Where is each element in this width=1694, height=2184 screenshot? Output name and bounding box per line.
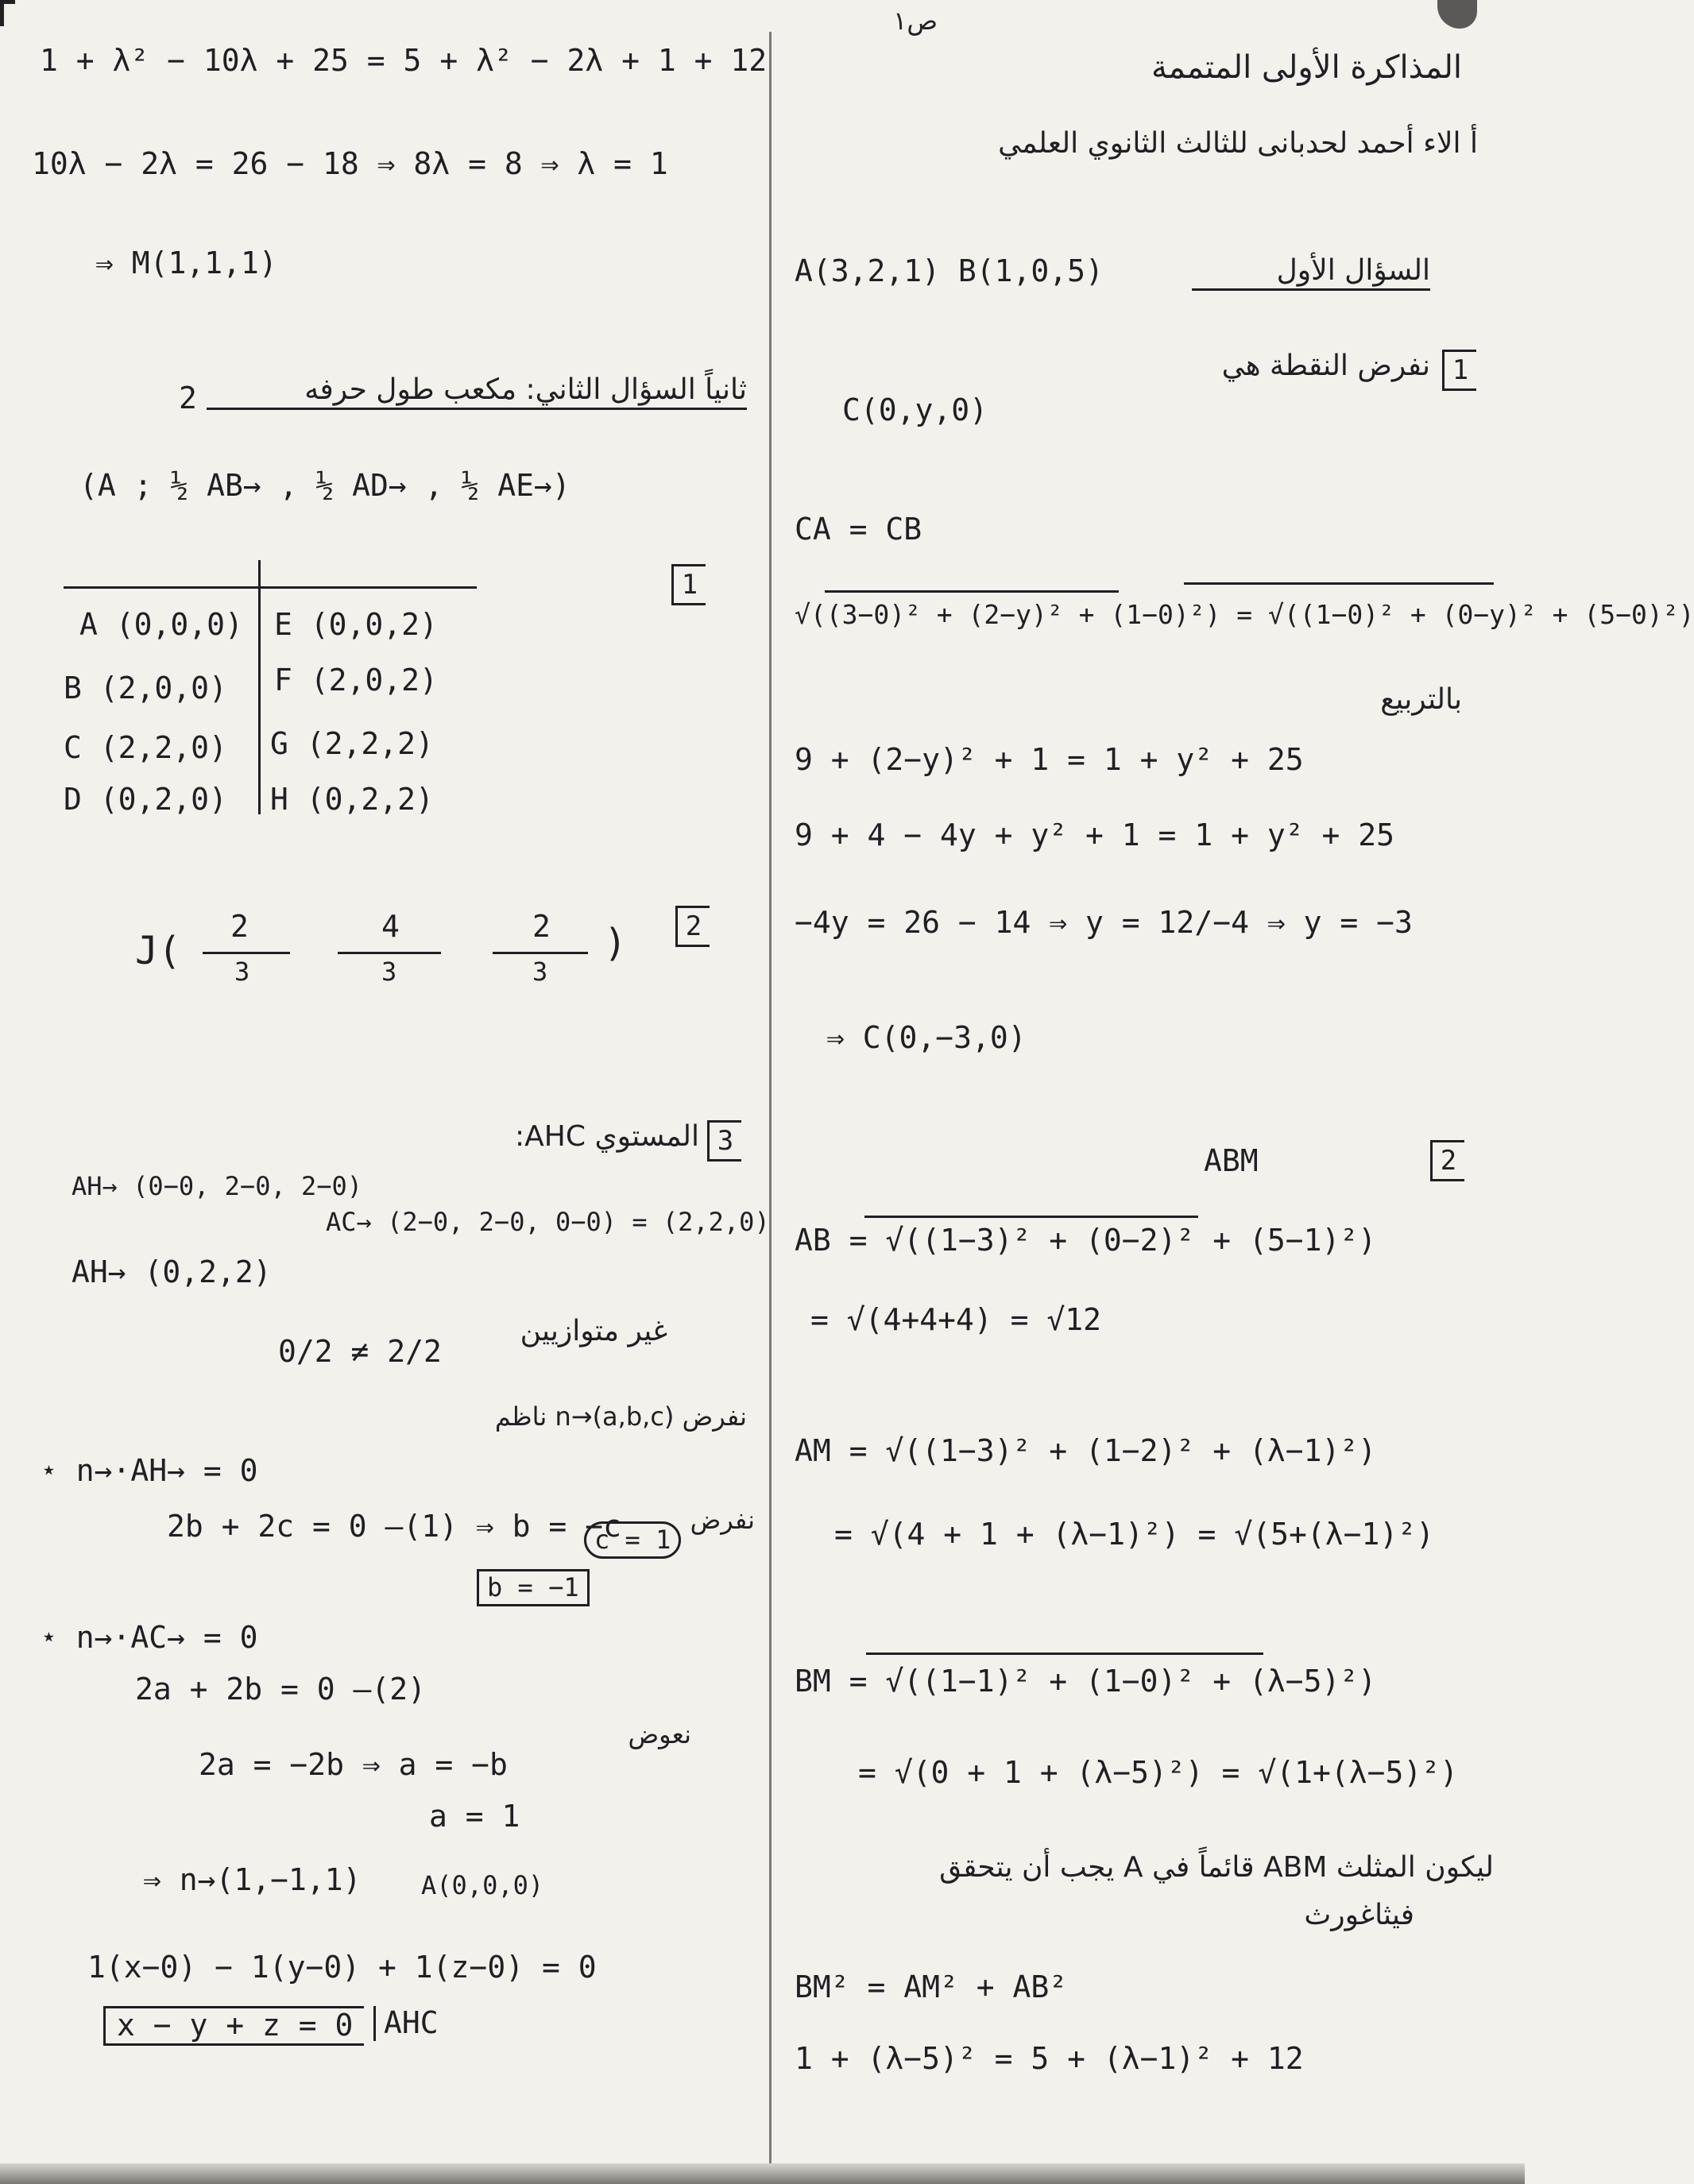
vertex-g: G (2,2,2)	[270, 726, 434, 761]
assume-normal-vector: نفرض n→(a,b,c) ناظم	[494, 1401, 747, 1432]
plane-name: AHC	[373, 2006, 439, 2041]
q2-edge-length: 2	[179, 381, 197, 416]
substitute-label: نعوض	[628, 1719, 691, 1749]
document-subtitle: أ الاء أحمد لحدبانى للثالث الثانوي العلمي	[998, 127, 1478, 160]
sqrt-bar-ab	[864, 1216, 1198, 1218]
point-m-result: ⇒ M(1,1,1)	[95, 245, 277, 280]
vector-ac-components: AC→ (2−0, 2−0, 0−0) = (2,2,0)	[326, 1207, 770, 1237]
c-equals-1: c = 1	[584, 1521, 681, 1559]
left-line-2: 10λ − 2λ = 26 − 18 ⇒ 8λ = 8 ⇒ λ = 1	[32, 146, 668, 181]
point-c-result: ⇒ C(0,−3,0)	[826, 1020, 1027, 1055]
right-angle-condition: ليكون المثلث ABM قائماً في A يجب أن يتحقق	[939, 1851, 1494, 1884]
vertex-f: F (2,0,2)	[274, 663, 438, 698]
table-top-rule	[64, 586, 477, 589]
normal-vector-result: ⇒ n→(1,−1,1)	[143, 1862, 362, 1897]
vertex-a: A (0,0,0)	[79, 607, 243, 642]
am-line-2: = √(4 + 1 + (λ−1)²) = √(5+(λ−1)²)	[834, 1517, 1434, 1552]
plane-ahc-label: المستوي AHC:	[515, 1120, 699, 1153]
point-j-close: )	[604, 921, 627, 965]
equation-a: 2a + 2b = 0 —(2)	[135, 1672, 427, 1707]
left-line-1: 1 + λ² − 10λ + 25 = 5 + λ² − 2λ + 1 + 12	[40, 43, 768, 78]
pythagoras-eq-1: BM² = AM² + AB²	[795, 1969, 1068, 2004]
vector-ah-components: AH→ (0−0, 2−0, 2−0)	[72, 1171, 363, 1201]
bm-line-1: BM = √((1−1)² + (1−0)² + (λ−5)²)	[795, 1664, 1377, 1699]
pythagoras-label: فيثاغورث	[1304, 1899, 1414, 1931]
part-1-text: نفرض النقطة هي	[1221, 350, 1430, 382]
plane-equation: 1(x−0) − 1(y−0) + 1(z−0) = 0	[87, 1950, 597, 1985]
left-column	[32, 0, 770, 2184]
right-column	[795, 0, 1694, 2184]
coordinate-frame: (A ; ½ AB→ , ½ AD→ , ½ AE→)	[79, 468, 570, 503]
sqrt-bar-1	[825, 590, 1119, 593]
ab-line-2: = √(4+4+4) = √12	[810, 1302, 1102, 1337]
sqrt-bar-bm	[866, 1652, 1263, 1655]
bm-line-2: = √(0 + 1 + (λ−5)²) = √(1+(λ−5)²)	[858, 1755, 1458, 1790]
equation-3: −4y = 26 − 14 ⇒ y = 12/−4 ⇒ y = −3	[795, 905, 1413, 940]
dot-product-2: ⋆ n→·AC→ = 0	[40, 1620, 258, 1655]
distance-equation: √((3−0)² + (2−y)² + (1−0)²) = √((1−0)² + (0−y)² + (5−0)²)	[795, 599, 1694, 630]
vertex-e: E (0,0,2)	[274, 607, 438, 642]
b-equals-neg-1: b = −1	[477, 1569, 590, 1606]
j-y-denominator: 3	[381, 957, 397, 987]
j-y-numerator: 4	[381, 909, 400, 944]
j-x-denominator: 3	[234, 957, 250, 987]
j-y-fraction-bar	[338, 952, 441, 954]
plane-final-equation: x − y + z = 0	[103, 2006, 364, 2046]
a-equals-1: a = 1	[429, 1799, 520, 1834]
am-line-1: AM = √((1−3)² + (1−2)² + (λ−1)²)	[795, 1433, 1377, 1468]
a-equals-neg-b: 2a = −2b ⇒ a = −b	[199, 1747, 508, 1782]
point-c-assumed: C(0,y,0)	[842, 392, 988, 427]
vertex-b: B (2,0,0)	[64, 671, 227, 705]
dot-product-1: ⋆ n→·AH→ = 0	[40, 1453, 258, 1488]
page-number: ص١	[893, 6, 938, 36]
q1-heading: السؤال الأول	[1192, 254, 1430, 291]
q2-part-1-marker: 1	[671, 564, 706, 605]
ab-line-1: AB = √((1−3)² + (0−2)² + (5−1)²)	[795, 1223, 1377, 1258]
part-1-marker: 1	[1442, 350, 1476, 391]
not-parallel-label: غير متوازيين	[520, 1315, 667, 1347]
j-z-denominator: 3	[532, 957, 548, 987]
vertex-c: C (2,2,0)	[64, 730, 227, 765]
part-2-marker: 2	[1430, 1140, 1464, 1181]
sqrt-bar-2	[1184, 582, 1494, 585]
q2-heading: ثانياً السؤال الثاني: مكعب طول حرفه	[207, 373, 747, 410]
j-z-fraction-bar	[493, 952, 588, 954]
assume-label: نفرض	[690, 1505, 755, 1535]
by-expansion-label: بالتربيع	[1380, 683, 1462, 716]
j-z-numerator: 2	[532, 909, 551, 944]
document-title: المذاكرة الأولى المتممة	[1151, 49, 1462, 86]
vector-ah-result: AH→ (0,2,2)	[72, 1254, 272, 1289]
point-j-label: J(	[135, 929, 181, 973]
equation-2: 9 + 4 − 4y + y² + 1 = 1 + y² + 25	[795, 818, 1394, 852]
ca-equals-cb: CA = CB	[795, 512, 922, 547]
ratio-check: 0/2 ≠ 2/2	[278, 1334, 442, 1369]
vertex-h: H (0,2,2)	[270, 782, 434, 817]
j-x-fraction-bar	[203, 952, 290, 954]
vertex-d: D (0,2,0)	[64, 782, 227, 817]
equation-1: 9 + (2−y)² + 1 = 1 + y² + 25	[795, 742, 1304, 777]
column-divider	[769, 32, 772, 2169]
pythagoras-eq-2: 1 + (λ−5)² = 5 + (λ−1)² + 12	[795, 2041, 1304, 2076]
table-divider	[258, 560, 261, 814]
triangle-abm: ABM	[1204, 1143, 1259, 1178]
points-ab: A(3,2,1) B(1,0,5)	[795, 253, 1104, 288]
equation-b: 2b + 2c = 0 —(1) ⇒ b = −c	[167, 1509, 621, 1544]
point-a-origin: A(0,0,0)	[421, 1870, 544, 1900]
corner-mark	[0, 0, 15, 26]
j-x-numerator: 2	[230, 909, 249, 944]
scan-bottom-edge	[0, 2163, 1525, 2184]
q2-part-3-marker: 3	[707, 1120, 741, 1162]
q2-part-2-marker: 2	[675, 906, 710, 947]
